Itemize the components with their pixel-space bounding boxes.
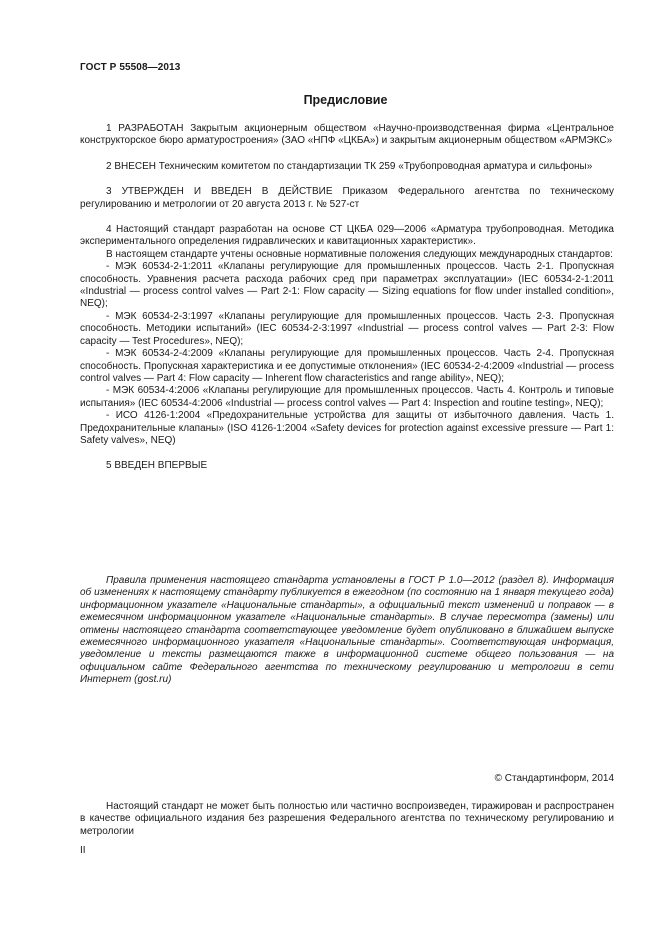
page-title: Предисловие: [303, 93, 388, 107]
section-5-first-introduced: 5 ВВЕДЕН ВПЕРВЫЕ: [106, 460, 208, 472]
standard-reference-item: - МЭК 60534-4:2006 «Клапаны регулирующие для промышленных процессов. Часть 4. Контроль и типовые испытания» (IEC 60534-4:2006 «Industrial — process control valves — Part 4: Inspection and routine testing», NEQ);: [80, 385, 614, 409]
standard-reference-item: - ИСО 4126-1:2004 «Предохранительные устройства для защиты от избыточного давления. Часть 1. Предохранительные клапаны» (ISO 4126-1:2004 «Safety devices for protection against excessive pressure — Part 1: Safety valves», NEQ): [80, 410, 614, 446]
standard-reference-item: - МЭК 60534-2-3:1997 «Клапаны регулирующие для промышленных процессов. Часть 2-3. Пропускная способность. Методики испытаний» (IEC 60534-2-3:1997 «Industrial — process control valves — Part 2-3: Flow capacity — Test Procedures», NEQ);: [80, 310, 614, 347]
section-2-submitted: 2 ВНЕСЕН Техническим комитетом по стандартизации ТК 259 «Трубопроводная арматура и сильфоны»: [106, 160, 593, 172]
section-4-intro: 4 Настоящий стандарт разработан на основе СТ ЦКБА 029—2006 «Арматура трубопроводная. Методика экспериментального определения гидравлических и кавитационных характеристик».: [80, 224, 614, 248]
foreword-body: [80, 123, 614, 473]
document-code-header: ГОСТ Р 55508—2013: [80, 62, 181, 73]
application-rules-notice: Правила применения настоящего стандарта установлены в ГОСТ Р 1.0—2012 (раздел 8). Информация об изменениях к настоящему стандарту публикуется в ежегодном (по состоянию на 1 января текущего года) информационном указателе «Национальные стандарты», а официальный текст изменений и поправок — в ежемесячном информационном указателе «Национальные стандарты». В случае пересмотра (замены) или отмены настоящего стандарта соответствующее уведомление будет опубликовано в ближайшем выпуске ежемесячного информационного указателя «Национальные стандарты». Соответствующая информация, уведомление и тексты размещаются также в информационной системе общего пользования — на официальном сайте Федерального агентства по техническому регулированию и метрологии в сети Интернет (gost.ru): [80, 575, 614, 686]
section-4-lead: В настоящем стандарте учтены основные нормативные положения следующих международных стандартов:: [106, 248, 613, 260]
section-1-developed: 1 РАЗРАБОТАН Закрытым акционерным обществом «Научно-производственная фирма «Центральное конструкторское бюро арматуростроения» (ЗАО «НПФ «ЦКБА») и закрытым акционерным обществом «АРМЭКС»: [80, 123, 614, 147]
standard-reference-item: - МЭК 60534-2-4:2009 «Клапаны регулирующие для промышленных процессов. Часть 2-4. Пропускная способность. Пропускная характеристика и ее допустимые отклонения» (IEC 60534-2-4:2009 «Industrial — process control valves — Part 4: Flow capacity — Inherent flow characteristics and range ability», NEQ);: [80, 348, 614, 384]
standard-reference-item: - МЭК 60534-2-1:2011 «Клапаны регулирующие для промышленных процессов. Часть 2-1. Пропускная способность. Уравнения расчета расхода рабочих сред при параметрах эксплуатации» (IEC 60534-2-1:2011 «Industrial — process control valves — Part 2-1: Flow capacity — Sizing equations for flow under installed condition», NEQ);: [80, 261, 614, 310]
copyright-line: © Стандартинформ, 2014: [494, 773, 614, 784]
section-3-approved: 3 УТВЕРЖДЕН И ВВЕДЕН В ДЕЙСТВИЕ Приказом Федерального агентства по техническому регулированию и метрологии от 20 августа 2013 г. № 527-ст: [80, 186, 614, 210]
reproduction-restriction: Настоящий стандарт не может быть полностью или частично воспроизведен, тиражирован и распространен в качестве официального издания без разрешения Федерального агентства по техническому регулированию и метрологии: [80, 801, 614, 837]
section-4-basis: [80, 224, 614, 447]
page-number: II: [80, 845, 86, 856]
